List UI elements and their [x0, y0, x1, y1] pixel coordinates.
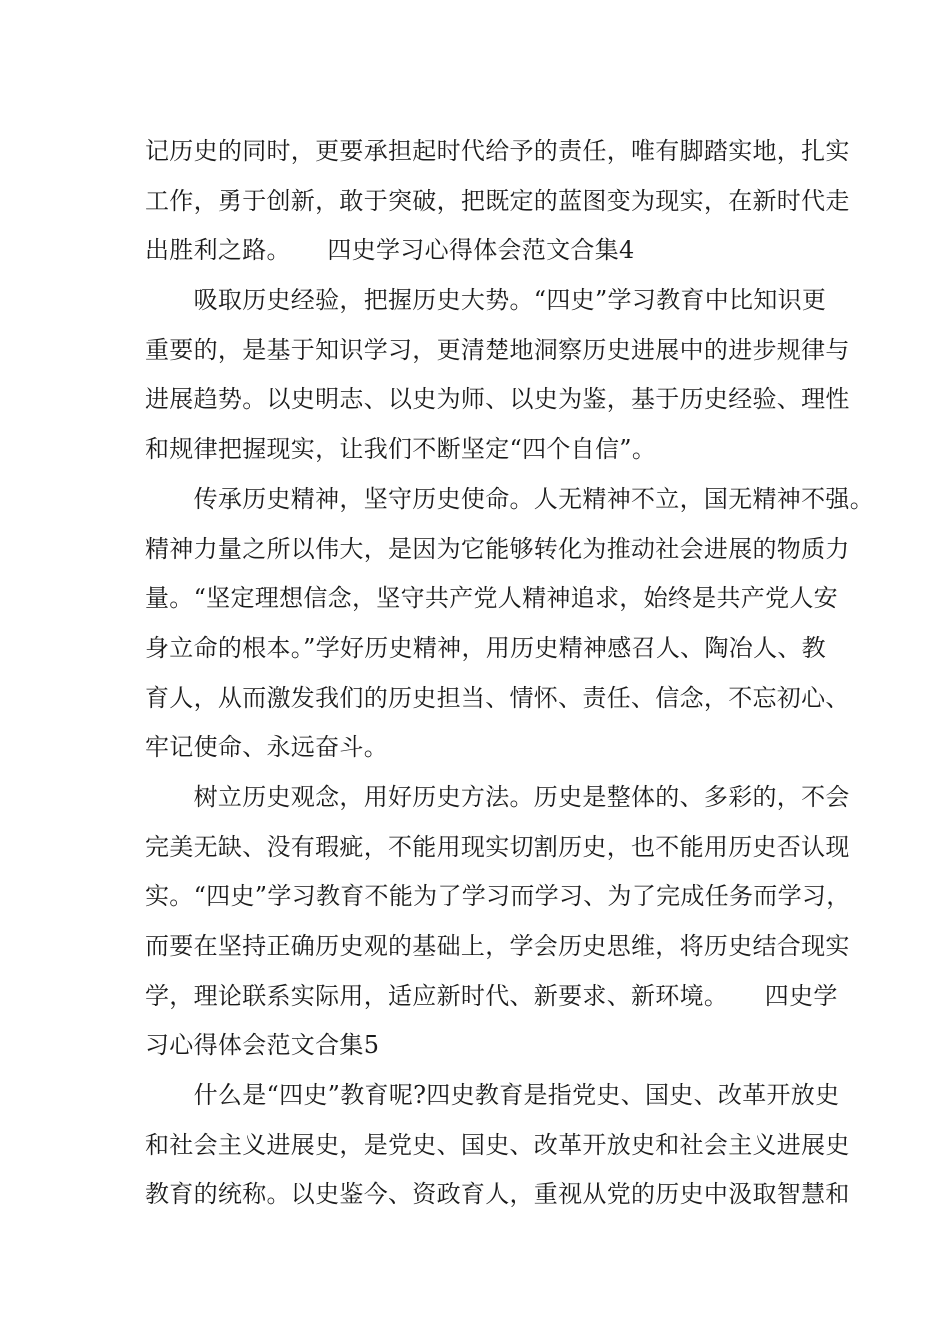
- text-line: 身立命的根本。”学好历史精神，用历史精神感召人、陶冶人、教: [145, 633, 826, 662]
- text-line: 传承历史精神，坚守历史使命。人无精神不立，国无精神不强。: [145, 484, 874, 513]
- text-line: 吸取历史经验，把握历史大势。“四史”学习教育中比知识更: [145, 286, 827, 315]
- text-line: 学，理论联系实际用，适应新时代、新要求、新环境。 四史学: [145, 981, 838, 1010]
- text-line: 育人，从而激发我们的历史担当、情怀、责任、信念，不忘初心、: [145, 683, 850, 712]
- text-line: 完美无缺、没有瑕疵，不能用现实切割历史，也不能用历史否认现: [145, 832, 850, 861]
- text-line: 习心得体会范文合集5: [145, 1031, 380, 1060]
- text-line: 出胜利之路。 四史学习心得体会范文合集4: [145, 236, 635, 265]
- text-line: 实。“四史”学习教育不能为了学习而学习、为了完成任务而学习，: [145, 882, 851, 911]
- body-text: [145, 127, 874, 1220]
- text-line: 记历史的同时，更要承担起时代给予的责任，唯有脚踏实地，扎实: [145, 137, 850, 165]
- text-line: 和社会主义进展史，是党史、国史、改革开放史和社会主义进展史: [145, 1130, 850, 1159]
- text-line: 量。“坚定理想信念，坚守共产党人精神追求，始终是共产党人安: [145, 584, 838, 613]
- text-line: 什么是“四史”教育呢?四史教育是指党史、国史、改革开放史: [145, 1081, 840, 1110]
- text-line: 工作，勇于创新，敢于突破，把既定的蓝图变为现实，在新时代走: [145, 186, 850, 215]
- text-line: 树立历史观念，用好历史方法。历史是整体的、多彩的，不会: [145, 782, 850, 811]
- text-line: 而要在坚持正确历史观的基础上，学会历史思维，将历史结合现实: [145, 932, 850, 960]
- text-line: 教育的统称。以史鉴今、资政育人，重视从党的历史中汲取智慧和: [145, 1180, 850, 1209]
- text-line: 和规律把握现实，让我们不断坚定“四个自信”。: [145, 435, 657, 464]
- text-line: 牢记使命、永远奋斗。: [145, 733, 388, 762]
- text-line: 精神力量之所以伟大，是因为它能够转化为推动社会进展的物质力: [145, 534, 850, 563]
- text-line: 重要的，是基于知识学习，更清楚地洞察历史进展中的进步规律与: [145, 335, 850, 364]
- text-line: 进展趋势。以史明志、以史为师、以史为鉴，基于历史经验、理性: [145, 385, 850, 414]
